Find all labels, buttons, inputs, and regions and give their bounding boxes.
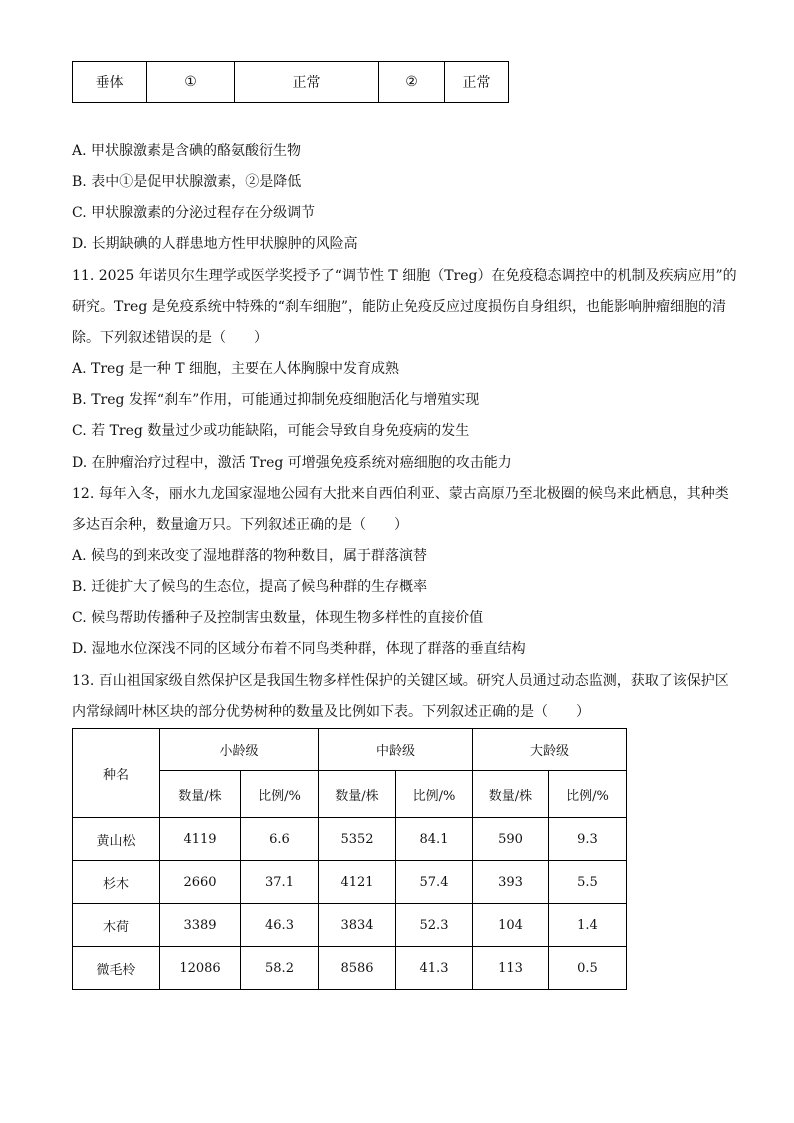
q11-option-a: A. Treg 是一种 T 细胞，主要在人体胸腺中发育成熟: [72, 361, 399, 377]
species-name: 木荷: [73, 904, 160, 947]
table-cell: 84.1: [396, 818, 473, 861]
q11-stem-line: 除。下列叙述错误的是（ ）: [72, 330, 268, 346]
table-cell: 57.4: [396, 861, 473, 904]
table-header-row: [73, 729, 627, 771]
q12-option-d: D. 湿地水位深浅不同的区域分布着不同鸟类种群，体现了群落的垂直结构: [72, 641, 526, 657]
table-cell: 104: [473, 904, 549, 947]
q11-option-b: B. Treg 发挥“刹车”作用，可能通过抑制免疫细胞活化与增殖实现: [72, 392, 480, 408]
table-row: [73, 62, 509, 103]
table-row: [73, 818, 627, 861]
species-name: 杉木: [73, 861, 160, 904]
table-cell: 3389: [160, 904, 241, 947]
q11-stem-line: 11. 2025 年诺贝尔生理学或医学奖授予了“调节性 T 细胞（Treg）在免疫稳态调控中的机制及疾病应用”的: [72, 268, 737, 284]
table-cell: 393: [473, 861, 549, 904]
q10-option-d: D. 长期缺碘的人群患地方性甲状腺肿的风险高: [72, 236, 358, 252]
q10-option-a: A. 甲状腺激素是含碘的酪氨酸衍生物: [72, 143, 302, 159]
table-cell: 2660: [160, 861, 241, 904]
table-cell: ②: [379, 62, 445, 103]
q12-option-c: C. 候鸟帮助传播种子及控制害虫数量，体现生物多样性的直接价值: [72, 610, 484, 626]
subheader-ratio: 比例/%: [549, 771, 627, 818]
group-header-large: 大龄级: [473, 729, 627, 771]
table-cell: 0.5: [549, 947, 627, 990]
q12-stem-line: 多达百余种，数量逾万只。下列叙述正确的是（ ）: [72, 517, 408, 533]
table-cell: 12086: [160, 947, 241, 990]
subheader-count: 数量/株: [160, 771, 241, 818]
table-cell: 58.2: [241, 947, 319, 990]
table-cell: 4121: [319, 861, 396, 904]
table-cell: 5352: [319, 818, 396, 861]
table-cell: 41.3: [396, 947, 473, 990]
q10-option-b: B. 表中①是促甲状腺激素，②是降低: [72, 174, 302, 190]
table-cell: 113: [473, 947, 549, 990]
table-cell: 正常: [445, 62, 509, 103]
table-cell: 37.1: [241, 861, 319, 904]
table-cell: 6.6: [241, 818, 319, 861]
table-cell: 5.5: [549, 861, 627, 904]
table-row: [73, 861, 627, 904]
top-table: [72, 61, 509, 103]
q11-stem-line: 研究。Treg 是免疫系统中特殊的“刹车细胞”，能防止免疫反应过度损伤自身组织，也能影响肿瘤细胞的清: [72, 299, 727, 315]
species-name: 黄山松: [73, 818, 160, 861]
table-cell: 46.3: [241, 904, 319, 947]
species-name: 微毛柃: [73, 947, 160, 990]
subheader-ratio: 比例/%: [396, 771, 473, 818]
table-row: [73, 947, 627, 990]
q11-option-d: D. 在肿瘤治疗过程中，激活 Treg 可增强免疫系统对癌细胞的攻击能力: [72, 455, 512, 471]
table-cell: 4119: [160, 818, 241, 861]
q12-stem-line: 12. 每年入冬，丽水九龙国家湿地公园有大批来自西伯利亚、蒙古高原乃至北极圈的候鸟来此栖息，其种类: [72, 486, 729, 502]
group-header-small: 小龄级: [160, 729, 319, 771]
table-cell: 3834: [319, 904, 396, 947]
table-cell: ①: [147, 62, 235, 103]
q12-option-a: A. 候鸟的到来改变了湿地群落的物种数目，属于群落演替: [72, 548, 428, 564]
table-cell: 垂体: [73, 62, 147, 103]
group-header-middle: 中龄级: [319, 729, 473, 771]
species-header: 种名: [73, 729, 160, 818]
table-cell: 1.4: [549, 904, 627, 947]
table-row: [73, 904, 627, 947]
table-cell: 正常: [235, 62, 379, 103]
q12-option-b: B. 迁徙扩大了候鸟的生态位，提高了候鸟种群的生存概率: [72, 579, 428, 595]
tree-species-table: [72, 728, 627, 990]
subheader-count: 数量/株: [319, 771, 396, 818]
table-cell: 9.3: [549, 818, 627, 861]
subheader-ratio: 比例/%: [241, 771, 319, 818]
table-cell: 8586: [319, 947, 396, 990]
q13-stem-line: 13. 百山祖国家级自然保护区是我国生物多样性保护的关键区域。研究人员通过动态监测，获取了该保护区: [72, 673, 729, 689]
table-cell: 590: [473, 818, 549, 861]
q13-stem-line: 内常绿阔叶林区块的部分优势树种的数量及比例如下表。下列叙述正确的是（ ）: [72, 704, 590, 720]
subheader-count: 数量/株: [473, 771, 549, 818]
q11-option-c: C. 若 Treg 数量过少或功能缺陷，可能会导致自身免疫病的发生: [72, 423, 470, 439]
table-cell: 52.3: [396, 904, 473, 947]
q10-option-c: C. 甲状腺激素的分泌过程存在分级调节: [72, 205, 316, 221]
